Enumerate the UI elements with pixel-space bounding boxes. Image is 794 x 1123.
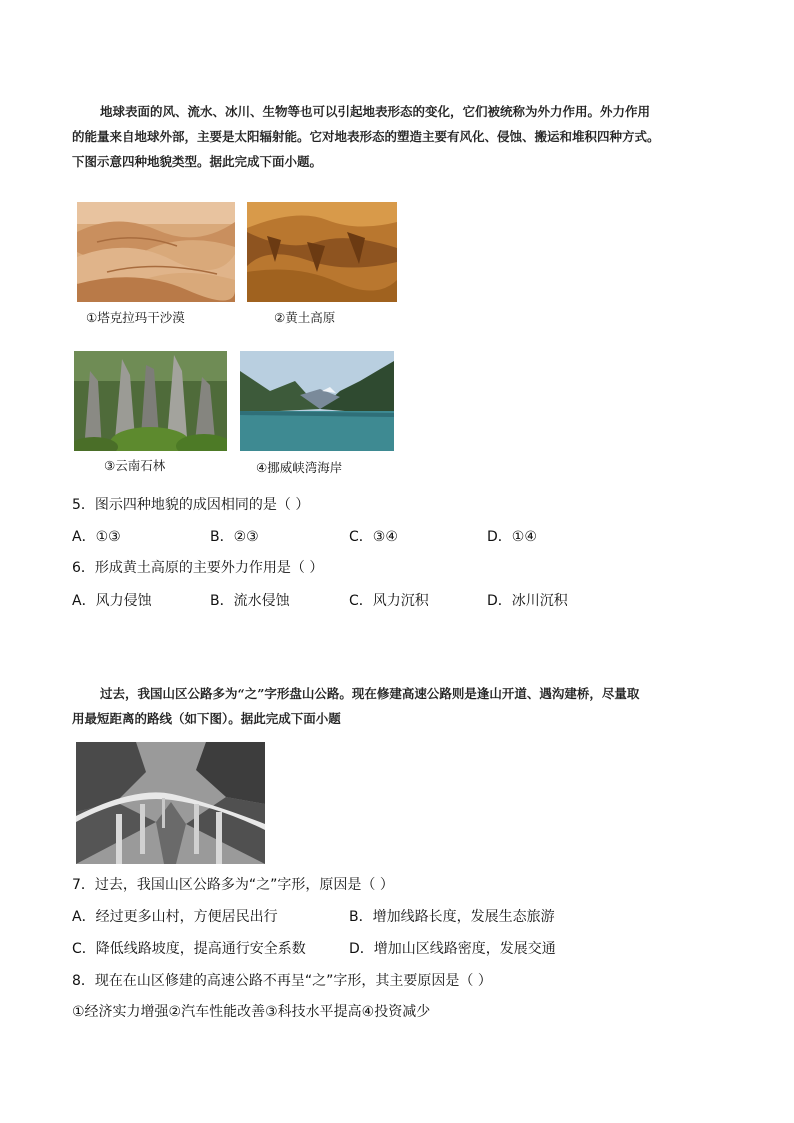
intro-line: 用最短距离的路线（如下图）。据此完成下面小题 [72, 711, 341, 726]
question-5-stem: 5．图示四种地貌的成因相同的是（ ） [72, 497, 310, 513]
q6-option-d: D．冰川沉积 [487, 593, 568, 609]
q5-option-c: C．③④ [349, 529, 398, 545]
q5-option-d: D．①④ [487, 529, 537, 545]
q6-option-a: A．风力侵蚀 [72, 593, 152, 609]
photo-loess-plateau [247, 202, 397, 302]
caption-stone-forest: ③云南石林 [104, 458, 166, 473]
q6-option-b: B．流水侵蚀 [210, 593, 290, 609]
caption-loess: ②黄土高原 [274, 310, 336, 325]
question-8-stem: 8．现在在山区修建的高速公路不再呈“之”字形，其主要原因是（ ） [72, 973, 492, 989]
question-6-stem: 6．形成黄土高原的主要外力作用是（ ） [72, 560, 324, 576]
caption-fjord: ④挪威峡湾海岸 [256, 460, 343, 475]
q5-option-b: B．②③ [210, 529, 259, 545]
photo-taklamakan-desert [77, 202, 235, 302]
q7-option-b: B．增加线路长度，发展生态旅游 [349, 909, 555, 925]
intro-passage-1 [72, 99, 732, 174]
q6-option-c: C．风力沉积 [349, 593, 429, 609]
intro-line: 地球表面的风、流水、冰川、生物等也可以引起地表形态的变化，它们被统称为外力作用。外力作用 [100, 104, 651, 119]
intro-line: 过去，我国山区公路多为“之”字形盘山公路。现在修建高速公路则是逢山开道、遇沟建桥，尽量取 [100, 686, 640, 701]
q5-option-a: A．①③ [72, 529, 121, 545]
caption-desert: ①塔克拉玛干沙漠 [86, 310, 185, 325]
q7-option-a: A．经过更多山村，方便居民出行 [72, 909, 278, 925]
photo-norway-fjord [240, 351, 394, 451]
q7-option-d: D．增加山区线路密度，发展交通 [349, 941, 556, 957]
intro-passage-2 [72, 681, 732, 731]
q8-statements: ①经济实力增强②汽车性能改善③科技水平提高④投资减少 [72, 1004, 431, 1020]
question-7-stem: 7．过去，我国山区公路多为“之”字形，原因是（ ） [72, 877, 394, 893]
photo-stone-forest [74, 351, 227, 451]
q7-option-c: C．降低线路坡度，提高通行安全系数 [72, 941, 306, 957]
photo-highway-viaduct [76, 742, 265, 864]
intro-line: 下图示意四种地貌类型。据此完成下面小题。 [72, 154, 323, 169]
intro-line: 的能量来自地球外部，主要是太阳辐射能。它对地表形态的塑造主要有风化、侵蚀、搬运和堆积四种方式。 [72, 129, 660, 144]
